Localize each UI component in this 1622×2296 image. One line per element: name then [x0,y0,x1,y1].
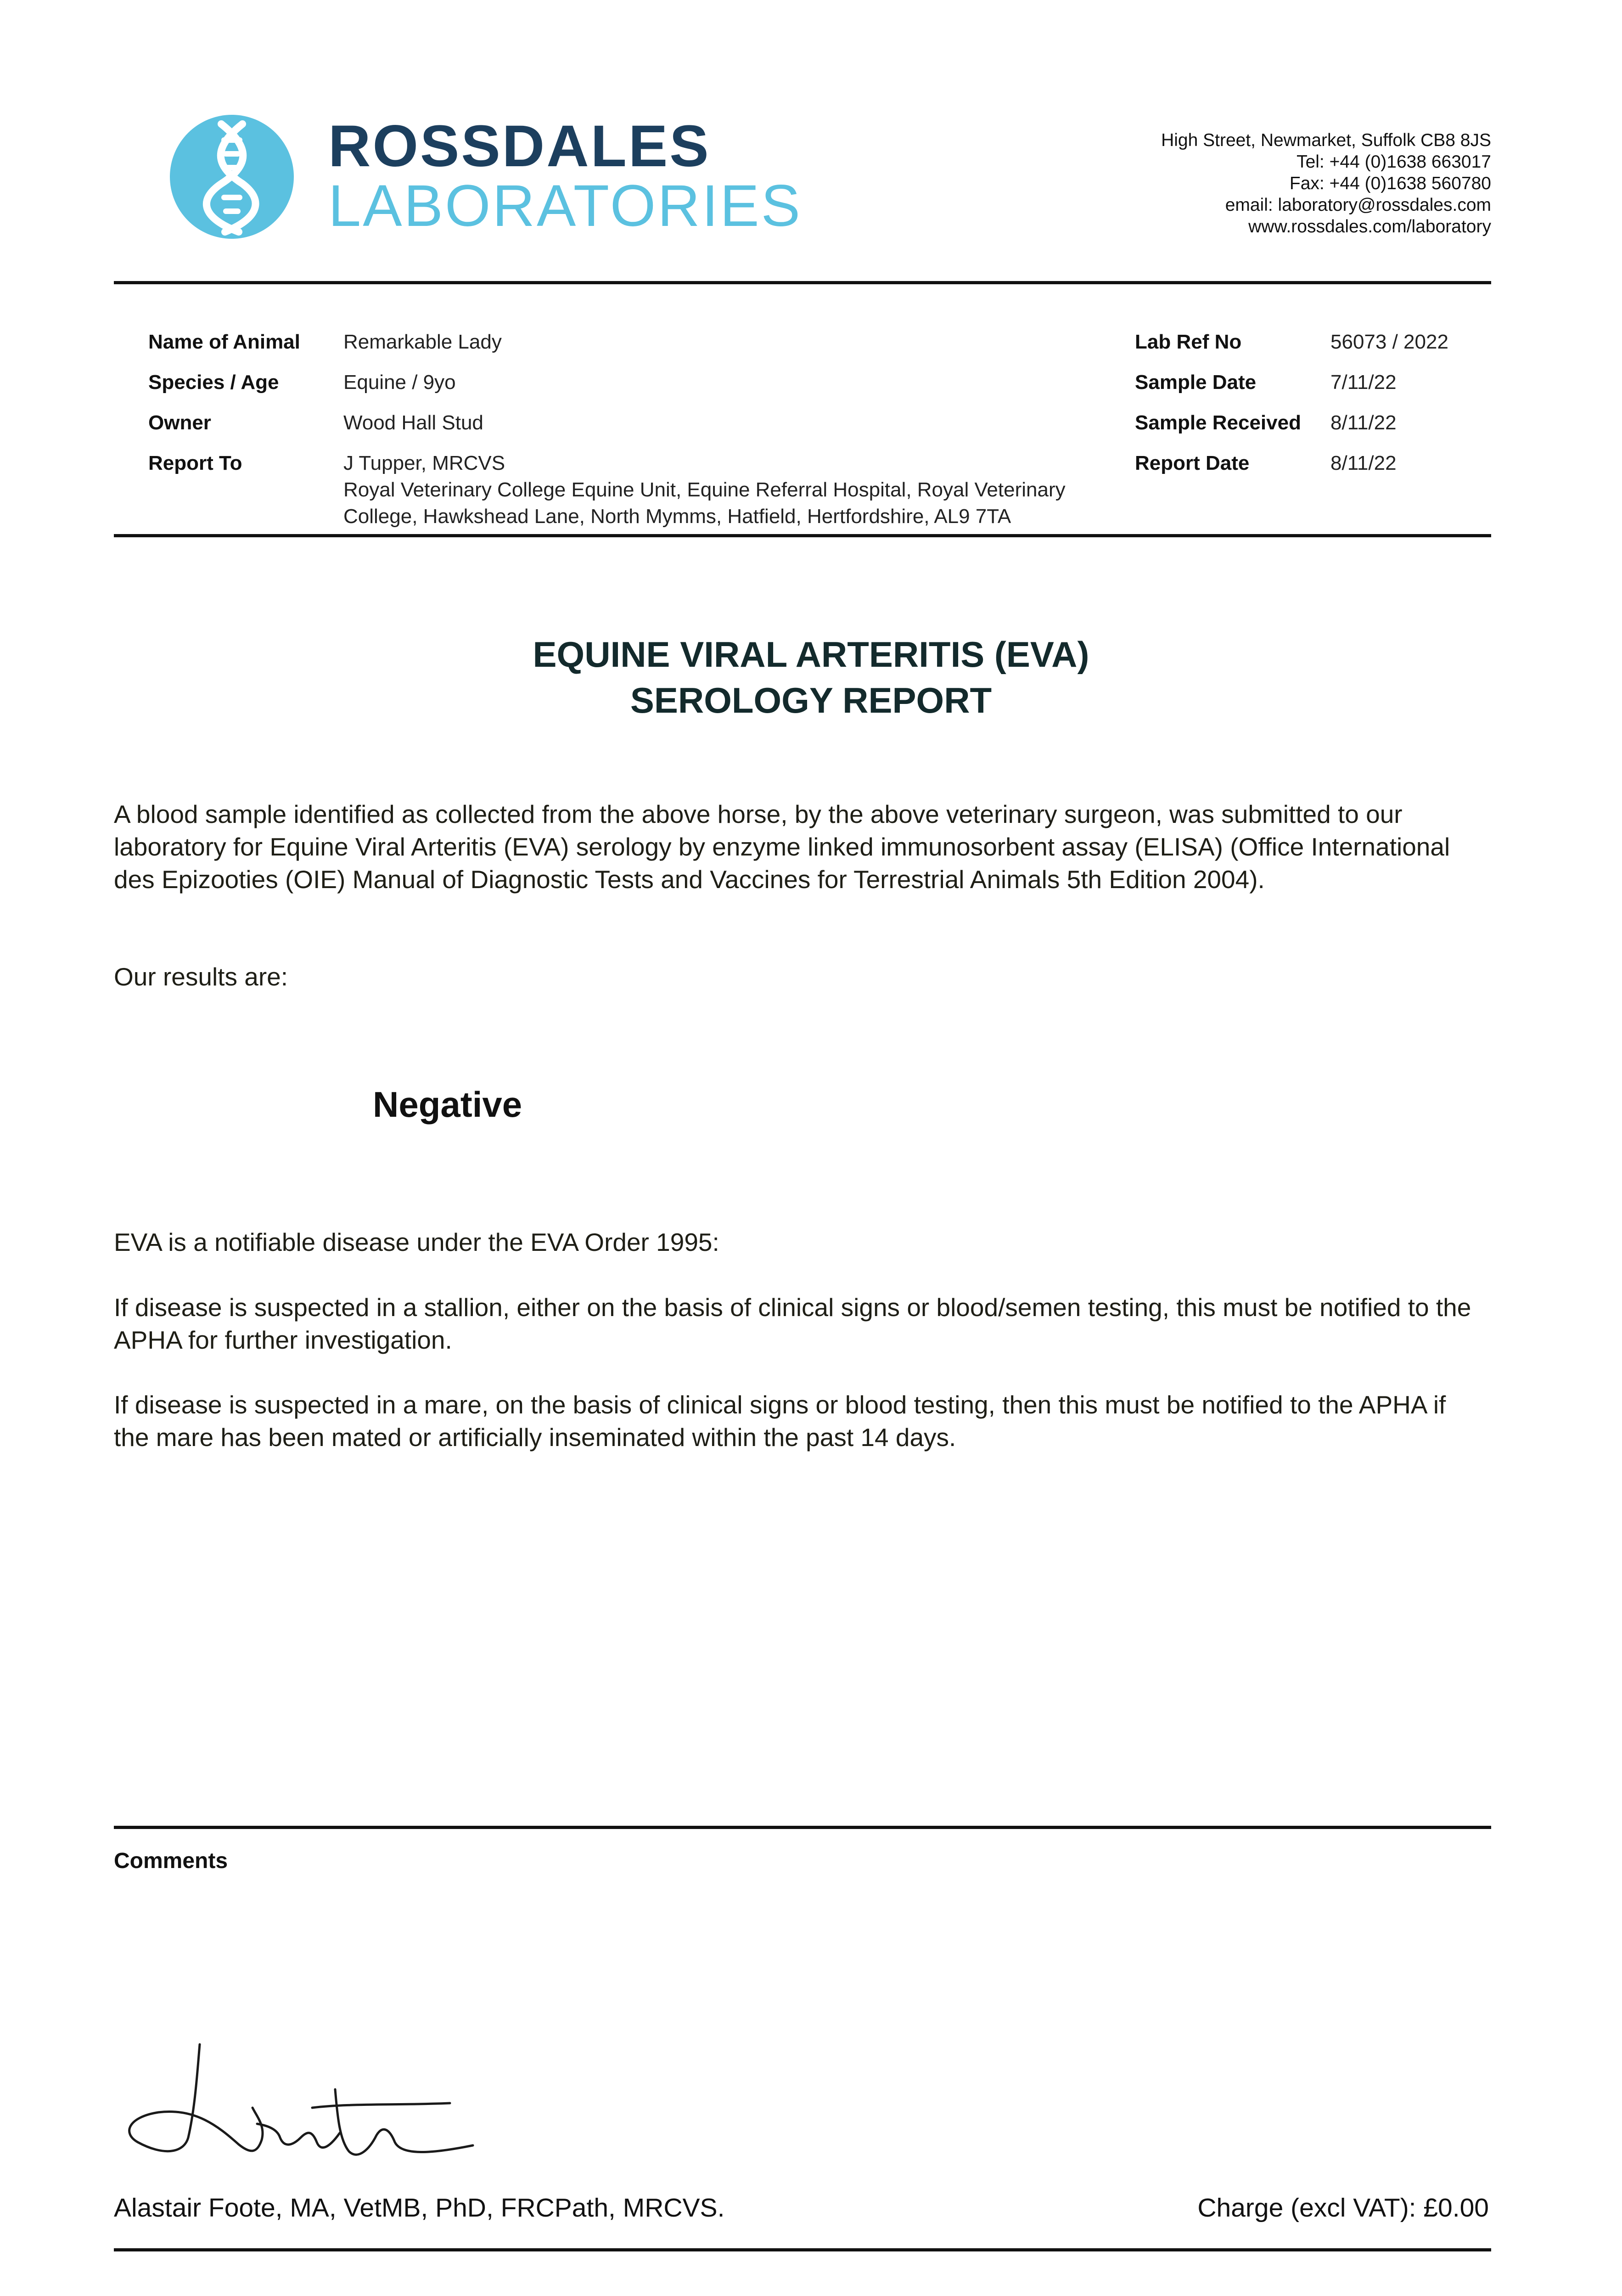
notifiable-notice: EVA is a notifiable disease under the EVA Order 1995: [114,1228,719,1256]
signatory-name: Alastair Foote, MA, VetMB, PhD, FRCPath, MRCVS. [114,2193,725,2223]
comments-divider [114,1826,1491,1829]
report-to-vet: J Tupper, MRCVS [343,452,505,474]
mare-notice: If disease is suspected in a mare, on the basis of clinical signs or blood testing, then this must be notified to the APHA if the mare has been mated or artificially inseminated within the past 14 days. [114,1390,1446,1452]
brand-name-line2: LABORATORIES [328,173,802,239]
contact-email[interactable]: email: laboratory@rossdales.com [1225,195,1491,215]
results-intro: Our results are: [114,962,288,991]
lab-logo [170,115,868,248]
brand-name-line1: ROSSDALES [328,113,711,179]
species-age-label: Species / Age [148,371,279,394]
details-divider [114,534,1491,537]
report-date-label: Report Date [1135,452,1250,474]
report-title-line2: SEROLOGY REPORT [630,680,992,720]
species-age-value: Equine / 9yo [343,371,456,394]
report-to-address-line2: College, Hawkshead Lane, North Mymms, Hatfield, Hertfordshire, AL9 7TA [343,505,1011,528]
charge-amount: Charge (excl VAT): £0.00 [1197,2193,1489,2223]
contact-website[interactable]: www.rossdales.com/laboratory [1248,217,1491,236]
footer-divider [114,2248,1491,2251]
report-to-label: Report To [148,452,242,474]
sample-received-label: Sample Received [1135,411,1301,434]
owner-label: Owner [148,411,211,434]
sample-received-value: 8/11/22 [1330,411,1397,434]
lab-ref-value: 56073 / 2022 [1330,331,1448,353]
header-divider [114,281,1491,284]
sample-date-label: Sample Date [1135,371,1257,394]
test-result: Negative [373,1084,522,1125]
name-of-animal-label: Name of Animal [148,331,300,353]
contact-tel: Tel: +44 (0)1638 663017 [1296,152,1491,172]
report-title-line1: EQUINE VIRAL ARTERITIS (EVA) [533,634,1089,675]
stallion-notice: If disease is suspected in a stallion, either on the basis of clinical signs or blood/semen testing, this must be notified to the APHA for further investigation. [114,1293,1471,1354]
contact-block [1161,129,1491,237]
report-to-value [343,450,1124,530]
signature [119,2039,477,2163]
owner-value: Wood Hall Stud [343,411,483,434]
report-to-address-line1: Royal Veterinary College Equine Unit, Equine Referral Hospital, Royal Veterinary [343,478,1066,501]
sample-date-value: 7/11/22 [1330,371,1397,394]
lab-ref-label: Lab Ref No [1135,331,1242,353]
comments-label: Comments [114,1849,228,1873]
report-title [0,631,1622,723]
contact-address: High Street, Newmarket, Suffolk CB8 8JS [1161,130,1491,150]
contact-fax: Fax: +44 (0)1638 560780 [1289,174,1491,193]
intro-paragraph: A blood sample identified as collected from the above horse, by the above veterinary surgeon, was submitted to our laboratory for Equine Viral Arteritis (EVA) serology by enzyme linked immunosorbent assay (ELISA) (Office International des Epizooties (OIE) Manual of Diagnostic Tests and Vaccines for Terrestrial Animals 5th Edition 2004). [114,800,1450,894]
name-of-animal-value: Remarkable Lady [343,331,502,353]
dna-helix-icon [170,115,294,239]
report-date-value: 8/11/22 [1330,452,1397,474]
